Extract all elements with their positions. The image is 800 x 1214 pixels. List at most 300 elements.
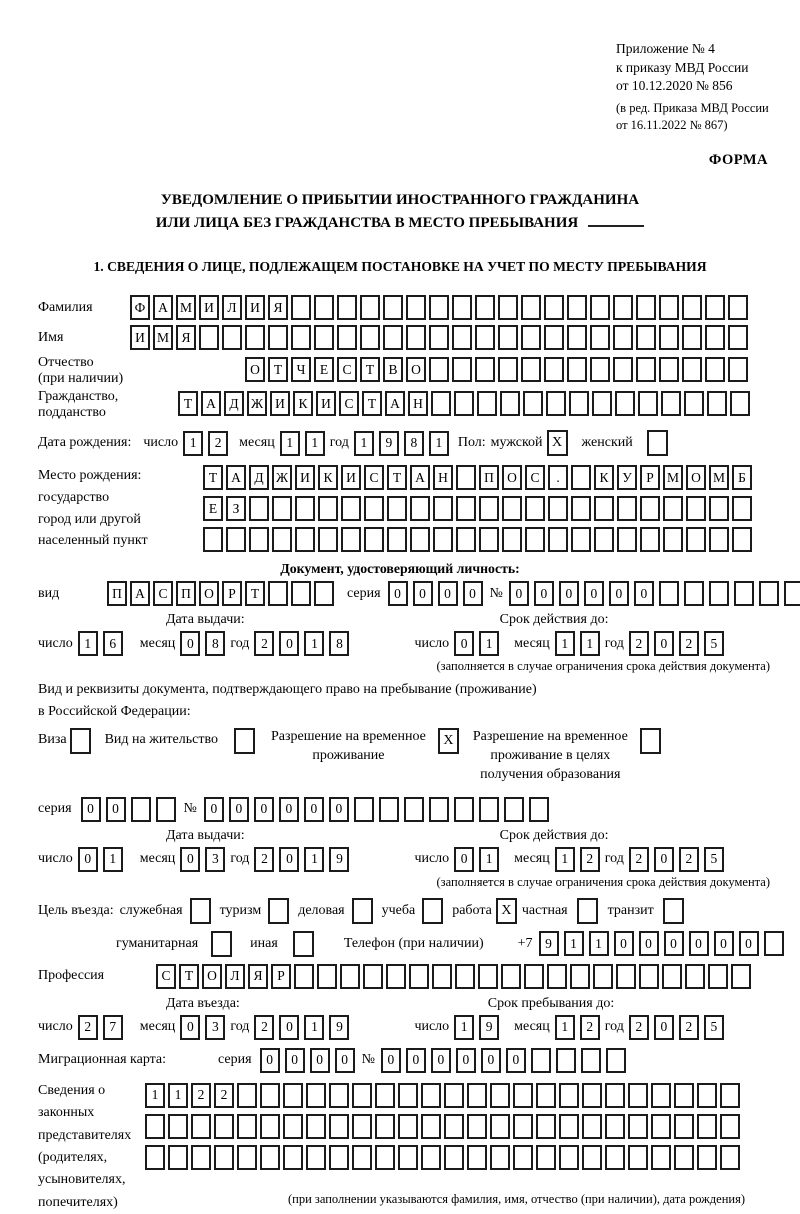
char-cell[interactable]: 6 [103,631,123,656]
char-cell[interactable]: 2 [254,631,274,656]
char-cell[interactable] [475,295,495,320]
char-cell[interactable]: 2 [580,1015,600,1040]
char-cell[interactable] [452,325,472,350]
doc-issue-month-cells[interactable] [180,631,230,656]
char-cell[interactable] [697,1114,717,1139]
char-cell[interactable]: А [226,465,246,490]
char-cell[interactable]: 5 [704,847,724,872]
char-cell[interactable]: . [548,465,568,490]
name-cells[interactable] [130,325,751,350]
char-cell[interactable] [398,1145,418,1170]
char-cell[interactable] [531,1048,551,1073]
char-cell[interactable]: Т [387,465,407,490]
char-cell[interactable] [214,1114,234,1139]
char-cell[interactable]: 0 [739,931,759,956]
char-cell[interactable] [429,325,449,350]
char-cell[interactable] [544,295,564,320]
char-cell[interactable] [720,1145,740,1170]
char-cell[interactable] [571,496,591,521]
char-cell[interactable] [731,964,751,989]
char-cell[interactable]: 2 [679,847,699,872]
char-cell[interactable]: М [663,465,683,490]
char-cell[interactable]: 1 [304,1015,324,1040]
char-cell[interactable] [406,325,426,350]
char-cell[interactable] [498,325,518,350]
char-cell[interactable]: 0 [559,581,579,606]
char-cell[interactable] [429,797,449,822]
char-cell[interactable]: Р [271,964,291,989]
char-cell[interactable] [570,964,590,989]
char-cell[interactable]: Т [179,964,199,989]
char-cell[interactable]: 1 [280,431,300,456]
char-cell[interactable] [525,527,545,552]
char-cell[interactable] [639,964,659,989]
doc-series-cells[interactable] [388,581,488,606]
char-cell[interactable] [456,465,476,490]
char-cell[interactable]: 0 [454,631,474,656]
char-cell[interactable]: 0 [335,1048,355,1073]
char-cell[interactable] [536,1083,556,1108]
char-cell[interactable] [364,527,384,552]
residence-expiry-day-cells[interactable] [454,847,504,872]
char-cell[interactable]: И [341,465,361,490]
char-cell[interactable] [383,295,403,320]
char-cell[interactable]: 0 [279,797,299,822]
char-cell[interactable] [659,295,679,320]
purpose-tourism-checkbox[interactable] [268,898,289,924]
char-cell[interactable]: Т [203,465,223,490]
char-cell[interactable] [291,295,311,320]
char-cell[interactable] [636,295,656,320]
char-cell[interactable] [498,295,518,320]
doc-type-cells[interactable] [107,581,337,606]
char-cell[interactable] [237,1083,257,1108]
char-cell[interactable] [593,964,613,989]
char-cell[interactable] [455,964,475,989]
char-cell[interactable] [341,527,361,552]
char-cell[interactable]: Б [732,465,752,490]
char-cell[interactable]: 0 [584,581,604,606]
char-cell[interactable]: 0 [81,797,101,822]
char-cell[interactable]: 2 [254,847,274,872]
char-cell[interactable] [556,1048,576,1073]
char-cell[interactable] [360,295,380,320]
char-cell[interactable] [674,1114,694,1139]
char-cell[interactable]: 9 [329,847,349,872]
char-cell[interactable] [306,1083,326,1108]
birth-month-cells[interactable] [280,431,330,456]
char-cell[interactable]: 0 [614,931,634,956]
char-cell[interactable] [490,1114,510,1139]
char-cell[interactable]: 0 [279,1015,299,1040]
char-cell[interactable] [529,797,549,822]
char-cell[interactable] [421,1083,441,1108]
char-cell[interactable] [582,1145,602,1170]
phone-cells[interactable] [539,931,789,956]
char-cell[interactable] [245,325,265,350]
char-cell[interactable] [662,964,682,989]
char-cell[interactable] [314,325,334,350]
char-cell[interactable] [340,964,360,989]
char-cell[interactable]: 3 [205,847,225,872]
char-cell[interactable] [431,391,451,416]
char-cell[interactable]: 1 [168,1083,188,1108]
char-cell[interactable]: 0 [509,581,529,606]
char-cell[interactable]: Ж [247,391,267,416]
char-cell[interactable] [260,1114,280,1139]
char-cell[interactable] [386,964,406,989]
char-cell[interactable]: 0 [204,797,224,822]
char-cell[interactable] [454,391,474,416]
char-cell[interactable] [732,496,752,521]
char-cell[interactable] [567,325,587,350]
char-cell[interactable] [363,964,383,989]
char-cell[interactable] [684,391,704,416]
stay-day-cells[interactable] [454,1015,504,1040]
char-cell[interactable] [663,527,683,552]
char-cell[interactable]: 9 [329,1015,349,1040]
char-cell[interactable]: 0 [639,931,659,956]
char-cell[interactable] [636,325,656,350]
residence-expiry-month-cells[interactable] [555,847,605,872]
char-cell[interactable] [606,1048,626,1073]
char-cell[interactable] [314,295,334,320]
char-cell[interactable] [728,325,748,350]
char-cell[interactable] [581,1048,601,1073]
char-cell[interactable]: 0 [714,931,734,956]
char-cell[interactable]: 0 [229,797,249,822]
char-cell[interactable] [131,797,151,822]
char-cell[interactable]: 0 [689,931,709,956]
char-cell[interactable]: 0 [438,581,458,606]
char-cell[interactable] [686,496,706,521]
char-cell[interactable]: И [295,465,315,490]
char-cell[interactable]: Ч [291,357,311,382]
doc-expiry-day-cells[interactable] [454,631,504,656]
char-cell[interactable] [398,1114,418,1139]
char-cell[interactable] [709,581,729,606]
char-cell[interactable] [613,325,633,350]
char-cell[interactable]: 0 [431,1048,451,1073]
char-cell[interactable]: А [201,391,221,416]
char-cell[interactable]: 0 [654,1015,674,1040]
char-cell[interactable]: 2 [580,847,600,872]
doc-issue-day-cells[interactable] [78,631,128,656]
char-cell[interactable]: 0 [654,847,674,872]
char-cell[interactable] [145,1114,165,1139]
char-cell[interactable]: 0 [78,847,98,872]
char-cell[interactable]: 0 [456,1048,476,1073]
char-cell[interactable] [682,357,702,382]
char-cell[interactable] [199,325,219,350]
char-cell[interactable] [500,391,520,416]
stay-month-cells[interactable] [555,1015,605,1040]
char-cell[interactable]: Т [178,391,198,416]
char-cell[interactable] [475,357,495,382]
char-cell[interactable] [444,1083,464,1108]
char-cell[interactable] [168,1145,188,1170]
char-cell[interactable] [582,1114,602,1139]
char-cell[interactable] [454,797,474,822]
char-cell[interactable] [222,325,242,350]
char-cell[interactable]: Т [360,357,380,382]
temp-permit-checkbox[interactable]: X [438,728,459,754]
char-cell[interactable] [659,581,679,606]
char-cell[interactable] [546,391,566,416]
char-cell[interactable]: Т [362,391,382,416]
char-cell[interactable]: 2 [208,431,228,456]
char-cell[interactable]: 0 [279,631,299,656]
char-cell[interactable]: 2 [629,847,649,872]
char-cell[interactable] [734,581,754,606]
purpose-work-checkbox[interactable]: X [496,898,517,924]
char-cell[interactable]: М [709,465,729,490]
stay-year-cells[interactable] [629,1015,729,1040]
char-cell[interactable] [784,581,800,606]
char-cell[interactable] [352,1083,372,1108]
char-cell[interactable]: 0 [310,1048,330,1073]
char-cell[interactable] [502,496,522,521]
entry-day-cells[interactable] [78,1015,128,1040]
char-cell[interactable] [452,295,472,320]
char-cell[interactable] [594,527,614,552]
char-cell[interactable] [525,496,545,521]
char-cell[interactable]: О [202,964,222,989]
char-cell[interactable] [156,797,176,822]
char-cell[interactable]: 1 [555,1015,575,1040]
char-cell[interactable] [640,496,660,521]
char-cell[interactable] [697,1145,717,1170]
gender-male-checkbox[interactable]: X [547,430,568,456]
char-cell[interactable]: Е [314,357,334,382]
char-cell[interactable]: 0 [406,1048,426,1073]
char-cell[interactable]: 0 [481,1048,501,1073]
char-cell[interactable] [398,1083,418,1108]
birth-place-cells-row2[interactable] [203,496,755,521]
char-cell[interactable] [709,496,729,521]
char-cell[interactable]: Ф [130,295,150,320]
char-cell[interactable] [636,357,656,382]
char-cell[interactable]: Л [225,964,245,989]
char-cell[interactable] [410,527,430,552]
birth-year-cells[interactable] [354,431,454,456]
char-cell[interactable]: С [156,964,176,989]
char-cell[interactable]: К [318,465,338,490]
char-cell[interactable]: В [383,357,403,382]
char-cell[interactable] [318,496,338,521]
visa-checkbox[interactable] [70,728,91,754]
char-cell[interactable] [272,527,292,552]
char-cell[interactable] [498,357,518,382]
char-cell[interactable] [191,1114,211,1139]
char-cell[interactable]: 1 [479,847,499,872]
char-cell[interactable]: 2 [629,631,649,656]
char-cell[interactable] [571,527,591,552]
char-cell[interactable] [567,295,587,320]
char-cell[interactable] [594,496,614,521]
residence-expiry-year-cells[interactable] [629,847,729,872]
surname-cells[interactable] [130,295,751,320]
char-cell[interactable] [544,325,564,350]
char-cell[interactable] [433,527,453,552]
gender-female-checkbox[interactable] [647,430,668,456]
char-cell[interactable] [582,1083,602,1108]
char-cell[interactable] [452,357,472,382]
char-cell[interactable] [268,325,288,350]
char-cell[interactable]: 0 [285,1048,305,1073]
char-cell[interactable]: 2 [679,631,699,656]
char-cell[interactable] [490,1083,510,1108]
char-cell[interactable]: 9 [539,931,559,956]
char-cell[interactable]: 1 [145,1083,165,1108]
char-cell[interactable]: А [410,465,430,490]
char-cell[interactable] [479,797,499,822]
char-cell[interactable] [291,325,311,350]
char-cell[interactable] [569,391,589,416]
char-cell[interactable]: 2 [679,1015,699,1040]
char-cell[interactable]: О [245,357,265,382]
residence-issue-year-cells[interactable] [254,847,354,872]
mc-series-cells[interactable] [260,1048,360,1073]
char-cell[interactable]: 0 [260,1048,280,1073]
char-cell[interactable]: 1 [555,847,575,872]
char-cell[interactable]: 8 [404,431,424,456]
char-cell[interactable] [720,1114,740,1139]
char-cell[interactable] [249,496,269,521]
edu-permit-checkbox[interactable] [640,728,661,754]
char-cell[interactable] [429,295,449,320]
char-cell[interactable]: 0 [254,797,274,822]
char-cell[interactable] [456,527,476,552]
char-cell[interactable]: 1 [454,1015,474,1040]
char-cell[interactable] [524,964,544,989]
birth-day-cells[interactable] [183,431,233,456]
char-cell[interactable] [544,357,564,382]
profession-cells[interactable] [156,964,754,989]
char-cell[interactable]: 5 [704,1015,724,1040]
char-cell[interactable] [294,964,314,989]
char-cell[interactable]: 0 [634,581,654,606]
char-cell[interactable]: 0 [329,797,349,822]
char-cell[interactable]: К [594,465,614,490]
char-cell[interactable] [705,325,725,350]
char-cell[interactable] [616,964,636,989]
char-cell[interactable] [708,964,728,989]
char-cell[interactable] [674,1145,694,1170]
entry-month-cells[interactable] [180,1015,230,1040]
char-cell[interactable]: С [364,465,384,490]
char-cell[interactable] [375,1114,395,1139]
doc-number-cells[interactable] [509,581,800,606]
char-cell[interactable] [329,1083,349,1108]
char-cell[interactable] [295,527,315,552]
char-cell[interactable]: З [226,496,246,521]
char-cell[interactable] [513,1083,533,1108]
char-cell[interactable]: Т [245,581,265,606]
char-cell[interactable]: 0 [180,1015,200,1040]
char-cell[interactable] [590,325,610,350]
char-cell[interactable] [628,1083,648,1108]
char-cell[interactable] [226,527,246,552]
char-cell[interactable] [295,496,315,521]
char-cell[interactable] [521,325,541,350]
char-cell[interactable]: Я [268,295,288,320]
char-cell[interactable] [237,1114,257,1139]
char-cell[interactable]: О [406,357,426,382]
char-cell[interactable] [628,1145,648,1170]
char-cell[interactable] [317,964,337,989]
char-cell[interactable] [764,931,784,956]
birth-place-cells-row1[interactable] [203,465,755,490]
char-cell[interactable]: 0 [454,847,474,872]
char-cell[interactable] [502,527,522,552]
char-cell[interactable] [404,797,424,822]
char-cell[interactable]: 0 [413,581,433,606]
char-cell[interactable]: С [339,391,359,416]
char-cell[interactable]: М [176,295,196,320]
purpose-study-checkbox[interactable] [422,898,443,924]
char-cell[interactable] [490,1145,510,1170]
char-cell[interactable]: 0 [180,847,200,872]
char-cell[interactable] [709,527,729,552]
char-cell[interactable] [730,391,750,416]
doc-expiry-year-cells[interactable] [629,631,729,656]
char-cell[interactable]: 1 [304,631,324,656]
char-cell[interactable]: А [153,295,173,320]
char-cell[interactable] [640,527,660,552]
char-cell[interactable]: 0 [381,1048,401,1073]
char-cell[interactable]: А [385,391,405,416]
char-cell[interactable] [329,1145,349,1170]
residence-issue-month-cells[interactable] [180,847,230,872]
char-cell[interactable]: 0 [506,1048,526,1073]
representatives-cells-row2[interactable] [145,1114,743,1139]
char-cell[interactable]: К [293,391,313,416]
char-cell[interactable] [651,1114,671,1139]
char-cell[interactable] [314,581,334,606]
char-cell[interactable] [686,527,706,552]
char-cell[interactable] [592,391,612,416]
char-cell[interactable]: П [479,465,499,490]
char-cell[interactable]: И [270,391,290,416]
char-cell[interactable]: С [153,581,173,606]
residence-number-cells[interactable] [204,797,554,822]
char-cell[interactable] [421,1145,441,1170]
char-cell[interactable] [467,1083,487,1108]
birth-place-cells-row3[interactable] [203,527,755,552]
char-cell[interactable]: 2 [254,1015,274,1040]
char-cell[interactable] [318,527,338,552]
purpose-business-checkbox[interactable] [352,898,373,924]
char-cell[interactable] [260,1083,280,1108]
char-cell[interactable] [475,325,495,350]
entry-year-cells[interactable] [254,1015,354,1040]
char-cell[interactable] [659,357,679,382]
char-cell[interactable] [705,357,725,382]
char-cell[interactable] [605,1114,625,1139]
char-cell[interactable]: 3 [205,1015,225,1040]
char-cell[interactable]: Р [640,465,660,490]
char-cell[interactable] [571,465,591,490]
char-cell[interactable] [567,357,587,382]
char-cell[interactable] [387,496,407,521]
citizenship-cells[interactable] [178,391,753,421]
char-cell[interactable] [337,295,357,320]
char-cell[interactable] [759,581,779,606]
char-cell[interactable]: И [130,325,150,350]
char-cell[interactable]: С [337,357,357,382]
char-cell[interactable]: А [130,581,150,606]
